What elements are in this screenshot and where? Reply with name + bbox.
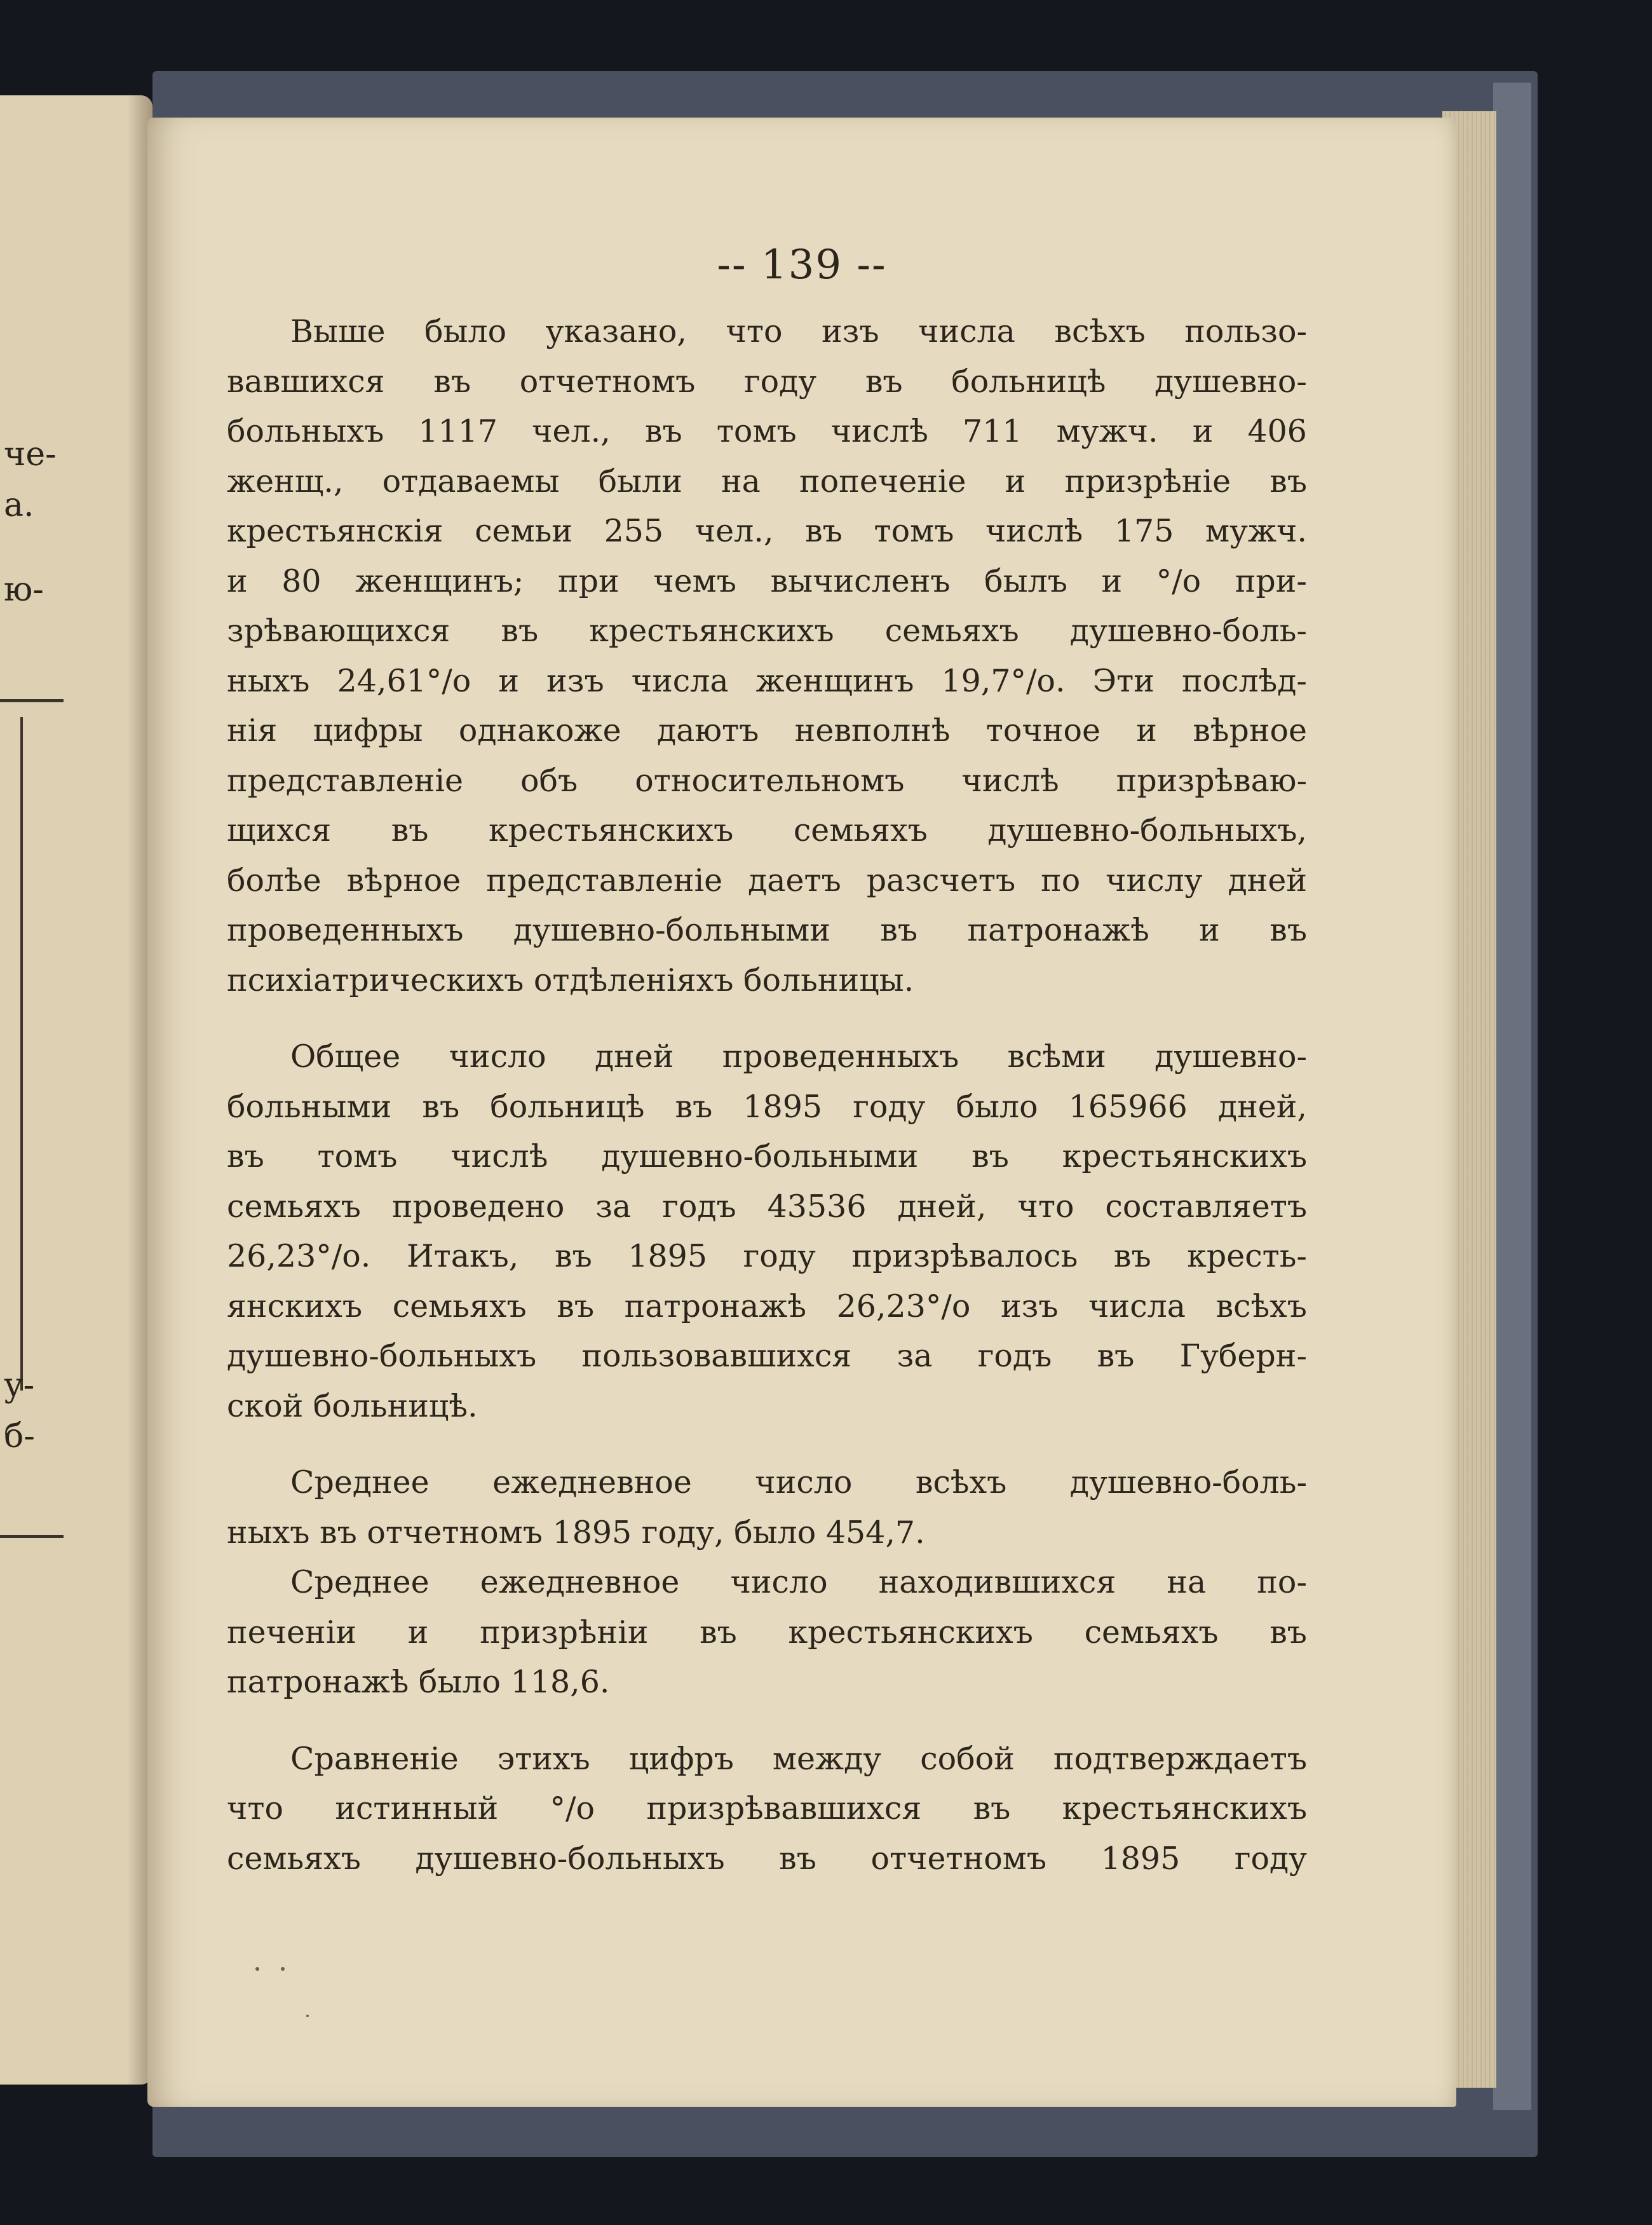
text-line: больныхъ 1117 чел., въ томъ числѣ 711 мужч. и 406 (227, 413, 1307, 449)
cover-edge (1493, 83, 1531, 2110)
left-page-rule (0, 1535, 64, 1538)
left-page-fragment: а. (4, 486, 34, 524)
text-line: семьяхъ душевно-больныхъ въ отчетномъ 1895 году (227, 1840, 1307, 1877)
paper-speck (281, 1967, 285, 1971)
text-line: Сравненіе этихъ цифръ между собой подтверждаетъ (290, 1740, 1307, 1777)
text-line: 26,23°/о. Итакъ, въ 1895 году призрѣвалось въ кресть- (227, 1238, 1307, 1274)
text-line: что истинный °/о призрѣвавшихся въ крестьянскихъ (227, 1790, 1307, 1827)
page-number: -- 139 -- (717, 242, 887, 289)
paragraph (227, 1458, 1307, 1558)
text-line: ныхъ въ отчетномъ 1895 году, было 454,7. (227, 1514, 925, 1551)
text-line: болѣе вѣрное представленіе даетъ разсчетъ по числу дней (227, 862, 1307, 899)
right-page (147, 118, 1456, 2107)
text-line: нія цифры однакоже даютъ невполнѣ точное и вѣрное (227, 712, 1307, 749)
left-page-fragment: у- (4, 1366, 35, 1405)
text-line: зрѣвающихся въ крестьянскихъ семьяхъ душевно-боль- (227, 613, 1307, 649)
text-line: въ томъ числѣ душевно-больными въ крестьянскихъ (227, 1138, 1307, 1174)
text-line: янскихъ семьяхъ въ патронажѣ 26,23°/о изъ числа всѣхъ (227, 1288, 1307, 1324)
text-line: Среднее ежедневное число находившихся на по- (290, 1564, 1307, 1600)
text-line: душевно-больныхъ пользовавшихся за годъ въ Губерн- (227, 1338, 1307, 1374)
text-line: Общее число дней проведенныхъ всѣми душевно- (290, 1038, 1307, 1075)
text-line: семьяхъ проведено за годъ 43536 дней, что составляетъ (227, 1188, 1307, 1225)
paragraph (227, 1032, 1307, 1431)
text-line: печеніи и призрѣніи въ крестьянскихъ семьяхъ въ (227, 1614, 1307, 1650)
paragraph (227, 1558, 1307, 1708)
page-body (227, 307, 1307, 1884)
text-line: вавшихся въ отчетномъ году въ больницѣ душевно- (227, 363, 1307, 400)
text-line: ныхъ 24,61°/о и изъ числа женщинъ 19,7°/о. Эти послѣд- (227, 662, 1307, 699)
text-line: психіатрическихъ отдѣленіяхъ больницы. (227, 962, 914, 998)
paragraph-gap (227, 1005, 1307, 1032)
text-line: Выше было указано, что изъ числа всѣхъ пользо- (290, 313, 1307, 350)
left-page-fragment: ю- (4, 571, 44, 609)
text-line: патронажѣ было 118,6. (227, 1664, 610, 1700)
paper-speck (255, 1967, 259, 1971)
text-line: Среднее ежедневное число всѣхъ душевно-боль- (290, 1464, 1307, 1500)
paragraph-gap (227, 1708, 1307, 1734)
left-page (0, 95, 152, 2085)
left-page-fragment: б- (4, 1417, 35, 1455)
text-line: женщ., отдаваемы были на попеченіе и призрѣніе въ (227, 463, 1307, 500)
text-line: и 80 женщинъ; при чемъ вычисленъ былъ и °/о при- (227, 562, 1307, 599)
left-page-vertical-rule (20, 717, 23, 1391)
paragraph (227, 1734, 1307, 1884)
paper-speck (306, 2015, 309, 2017)
paragraph (227, 307, 1307, 1005)
left-page-fragment: че- (4, 435, 57, 473)
text-line: ской больницѣ. (227, 1387, 478, 1424)
left-page-rule (0, 699, 64, 702)
text-line: представленіе объ относительномъ числѣ призрѣваю- (227, 762, 1307, 799)
text-line: больными въ больницѣ въ 1895 году было 165966 дней, (227, 1088, 1307, 1125)
text-line: щихся въ крестьянскихъ семьяхъ душевно-больныхъ, (227, 812, 1307, 848)
text-line: проведенныхъ душевно-больными въ патронажѣ и въ (227, 912, 1307, 948)
paragraph-gap (227, 1431, 1307, 1458)
text-line: крестьянскія семьи 255 чел., въ томъ числѣ 175 мужч. (227, 513, 1307, 549)
